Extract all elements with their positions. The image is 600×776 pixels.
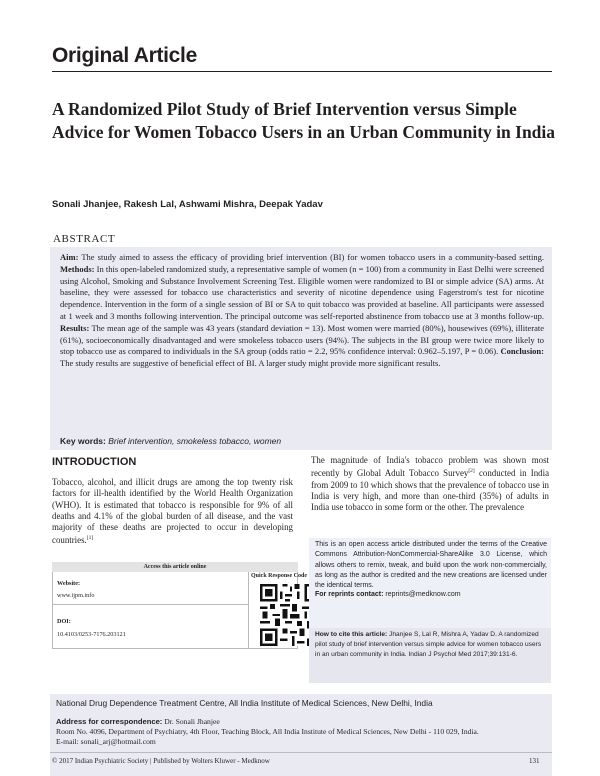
reference-link[interactable]: [2] bbox=[468, 468, 475, 475]
footer-copyright: © 2017 Indian Psychiatric Society | Published by Wolters Kluwer - Medknow bbox=[52, 757, 270, 765]
introduction-paragraph-2 bbox=[311, 455, 549, 513]
results-text: The mean age of the sample was 43 years (standard deviation = 13). Most women were married (80%), housewives (69%), illiterate (61%), socioeconomically disadvantaged and were smokeless tobacco users (94%). The subjects in the BI group were twice more likely to stop tobacco use as compared to individuals in the SA group (odds ratio = 2.2, 95% confidence interval: 0.962–5.197, P = 0.06). bbox=[60, 322, 544, 357]
correspondence-email[interactable]: E-mail: sonali_arj@hotmail.com bbox=[56, 737, 156, 746]
website-label: Website: bbox=[57, 580, 81, 587]
correspondence-address: Room No. 4096, Department of Psychiatry, 4th Floor, Teaching Block, All India Institute of Medical Sciences, New Delhi - 110 029, India. bbox=[56, 727, 479, 736]
keywords bbox=[60, 436, 281, 446]
correspondence-label: Address for correspondence: bbox=[56, 717, 163, 726]
doi-value: 10.4103/0253-7176.203121 bbox=[57, 631, 126, 638]
abstract-text bbox=[60, 252, 544, 370]
divider bbox=[52, 604, 248, 605]
qr-label: Quick Response Code bbox=[251, 573, 308, 579]
reprints-line bbox=[315, 591, 461, 598]
citation-body: Jhanjee S, Lal R, Mishra A, Yadav D. A randomized pilot study of brief intervention versus simple advice for women tobacco users in an urban community in India. Indian J Psychol Med 2017;39:131-6. bbox=[315, 631, 542, 658]
article-title: A Randomized Pilot Study of Brief Intervention versus Simple Advice for Women Tobacco Users in an Urban Community in India bbox=[52, 99, 556, 142]
reference-link[interactable]: [1] bbox=[86, 535, 94, 542]
introduction-heading: INTRODUCTION bbox=[52, 456, 137, 468]
conclusion-label: Conclusion: bbox=[500, 346, 544, 357]
divider bbox=[50, 752, 552, 753]
aim-text: The study aimed to assess the efficacy of providing brief intervention (BI) for women tobacco users in a community-based setting. bbox=[78, 252, 544, 262]
citation-label: How to cite this article: bbox=[315, 631, 388, 638]
doi-label: DOI: bbox=[57, 618, 71, 625]
abstract-heading: ABSTRACT bbox=[53, 233, 116, 245]
results-label: Results: bbox=[60, 322, 90, 333]
license-text: This is an open access article distributed under the terms of the Creative Commons Attribution-NonCommercial-ShareAlike 3.0 License, which allows others to remix, tweak, and build upon the work non-commercially, as long as the author is credited and the new creations are licensed under the identical terms. bbox=[315, 541, 547, 590]
aim-label: Aim: bbox=[60, 252, 79, 262]
keywords-text: Brief intervention, smokeless tobacco, women bbox=[105, 436, 282, 446]
article-type: Original Article bbox=[52, 44, 197, 67]
methods-text: In this open-labeled randomized study, a representative sample of women (n = 100) from a community in East Delhi were screened using Alcohol, Smoking and Substance Involvement Screening Test. Eligible women were randomized to BI or simple advice (SA) arms. At baseline, they were assessed for tobacco use characteristics and severity of nicotine dependence using Fagerstrom's test for nicotine dependence. Intervention in the form of a single session of BI or SA to quit tobacco was provided at baseline. All participants were assessed at 1 week and 3 months following intervention. The principal outcome was self-reported abstinence from tobacco use at 3 months follow-up. bbox=[60, 263, 544, 321]
conclusion-text: The study results are suggestive of beneficial effect of BI. A larger study might provide more significant results. bbox=[60, 358, 441, 369]
keywords-label: Key words: bbox=[60, 436, 106, 446]
paragraph-text: The magnitude of India's tobacco problem was shown most recently by Global Adult Tobacco Survey bbox=[311, 455, 549, 479]
reprints-email[interactable]: reprints@medknow.com bbox=[383, 591, 461, 598]
page-number: 131 bbox=[529, 757, 540, 765]
access-header: Access this article online bbox=[52, 562, 298, 572]
introduction-paragraph bbox=[52, 477, 293, 547]
paragraph-text: Tobacco, alcohol, and illicit drugs are among the top twenty risk factors for ill-health identified by the World Health Organization (WHO). It is estimated that tobacco is responsible for 9% of all deaths and 4.1% of the global burden of all disease, and the vast majority of these deaths are projected to occur in developing countries. bbox=[52, 477, 293, 546]
divider bbox=[52, 71, 552, 72]
reprints-label: For reprints contact: bbox=[315, 591, 384, 598]
divider bbox=[248, 572, 249, 649]
paragraph-text: conducted in India from 2009 to 10 which shows that the prevalence of tobacco use in India is very high, and more than one-third (35%) of adults in India use tobacco in some form or the other. The prevalence bbox=[311, 468, 550, 513]
correspondence-name: Dr. Sonali Jhanjee bbox=[162, 717, 220, 726]
author-list: Sonali Jhanjee, Rakesh Lal, Ashwami Mishra, Deepak Yadav bbox=[52, 199, 323, 210]
affiliation: National Drug Dependence Treatment Centre, All India Institute of Medical Sciences, New Delhi, India bbox=[56, 698, 433, 708]
citation-text bbox=[315, 630, 547, 660]
website-link[interactable]: www.ijpm.info bbox=[57, 592, 95, 599]
correspondence bbox=[56, 717, 546, 747]
methods-label: Methods: bbox=[60, 263, 95, 274]
